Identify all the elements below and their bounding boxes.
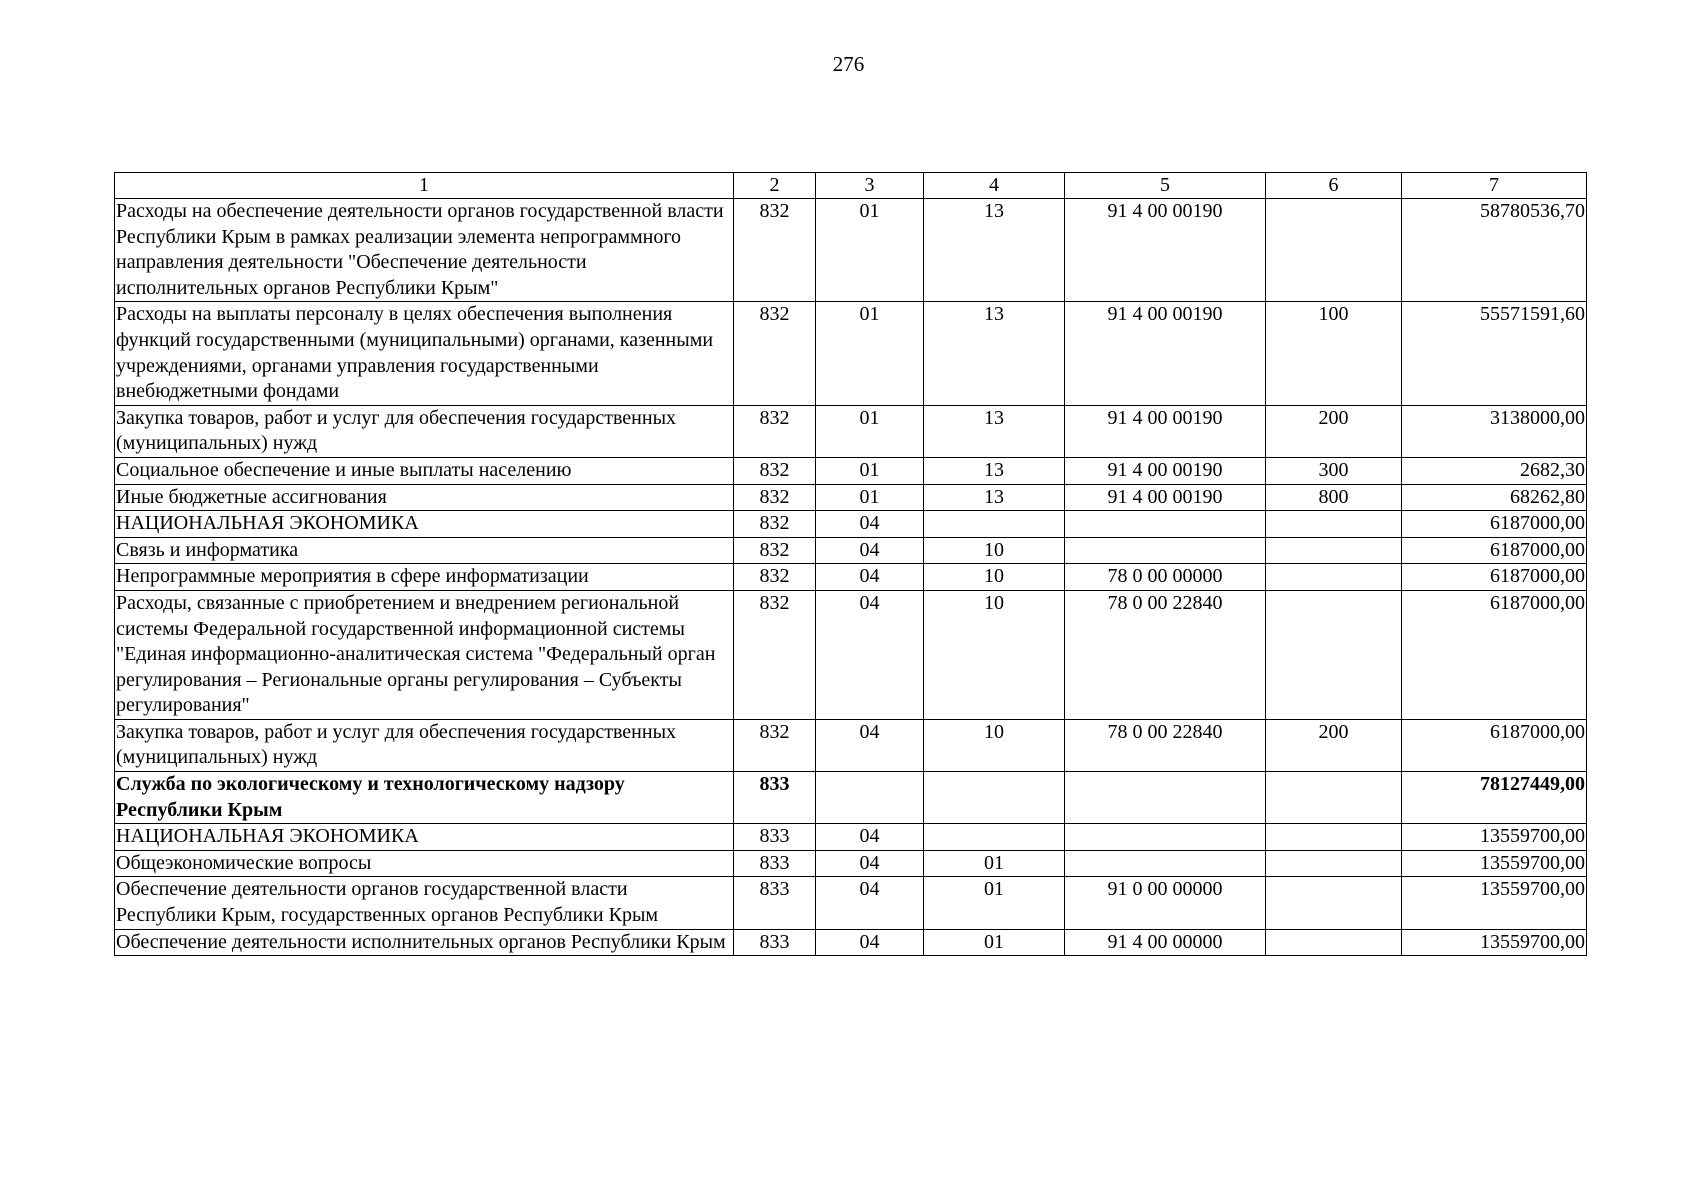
row-code-cell: 832	[734, 405, 816, 457]
row-subsection-cell	[924, 772, 1065, 824]
row-expense-type-cell	[1266, 929, 1402, 956]
row-target-article-cell: 78 0 00 00000	[1065, 564, 1266, 591]
row-name-cell: Расходы, связанные с приобретением и внедрением региональной системы Федеральной государственной информационной системы "Единая информационно-аналитическая система "Федеральный орган регулирования – Региональные органы регулирования – Субъекты регулирования"	[115, 590, 734, 719]
row-code-cell: 833	[734, 877, 816, 929]
table-row	[115, 590, 1587, 719]
row-section-cell: 01	[816, 405, 924, 457]
row-code-cell: 832	[734, 590, 816, 719]
row-expense-type-cell: 300	[1266, 457, 1402, 484]
row-expense-type-cell	[1266, 850, 1402, 877]
row-name-cell: НАЦИОНАЛЬНАЯ ЭКОНОМИКА	[115, 824, 734, 851]
row-amount-cell: 58780536,70	[1402, 199, 1587, 302]
budget-table	[114, 172, 1587, 956]
row-expense-type-cell	[1266, 537, 1402, 564]
column-header: 2	[734, 173, 816, 199]
column-header: 1	[115, 173, 734, 199]
row-subsection-cell: 13	[924, 457, 1065, 484]
row-expense-type-cell: 100	[1266, 302, 1402, 405]
table-row	[115, 199, 1587, 302]
row-expense-type-cell	[1266, 511, 1402, 538]
row-section-cell: 04	[816, 511, 924, 538]
row-code-cell: 832	[734, 719, 816, 771]
row-expense-type-cell	[1266, 199, 1402, 302]
column-header: 5	[1065, 173, 1266, 199]
row-expense-type-cell: 800	[1266, 484, 1402, 511]
table-row	[115, 511, 1587, 538]
row-subsection-cell: 13	[924, 405, 1065, 457]
row-amount-cell: 2682,30	[1402, 457, 1587, 484]
row-amount-cell: 6187000,00	[1402, 564, 1587, 591]
row-section-cell: 04	[816, 537, 924, 564]
row-target-article-cell: 91 4 00 00190	[1065, 457, 1266, 484]
row-name-cell: Связь и информатика	[115, 537, 734, 564]
row-target-article-cell	[1065, 824, 1266, 851]
column-header: 7	[1402, 173, 1587, 199]
row-target-article-cell: 91 0 00 00000	[1065, 877, 1266, 929]
table-header-row	[115, 173, 1587, 199]
row-subsection-cell: 13	[924, 199, 1065, 302]
row-amount-cell: 68262,80	[1402, 484, 1587, 511]
row-subsection-cell: 13	[924, 484, 1065, 511]
row-target-article-cell	[1065, 511, 1266, 538]
row-name-cell: Служба по экологическому и технологическому надзору Республики Крым	[115, 772, 734, 824]
row-name-cell: Общеэкономические вопросы	[115, 850, 734, 877]
row-code-cell: 833	[734, 850, 816, 877]
row-name-cell: Закупка товаров, работ и услуг для обеспечения государственных (муниципальных) нужд	[115, 405, 734, 457]
row-amount-cell: 6187000,00	[1402, 537, 1587, 564]
row-target-article-cell: 78 0 00 22840	[1065, 719, 1266, 771]
row-target-article-cell: 91 4 00 00190	[1065, 302, 1266, 405]
row-expense-type-cell: 200	[1266, 405, 1402, 457]
column-header: 3	[816, 173, 924, 199]
row-name-cell: Непрограммные мероприятия в сфере информатизации	[115, 564, 734, 591]
row-amount-cell: 13559700,00	[1402, 850, 1587, 877]
row-amount-cell: 6187000,00	[1402, 719, 1587, 771]
row-expense-type-cell	[1266, 772, 1402, 824]
row-expense-type-cell	[1266, 590, 1402, 719]
table-row	[115, 484, 1587, 511]
row-section-cell: 01	[816, 457, 924, 484]
row-expense-type-cell	[1266, 824, 1402, 851]
row-code-cell: 832	[734, 537, 816, 564]
row-section-cell	[816, 772, 924, 824]
row-code-cell: 832	[734, 199, 816, 302]
table-row	[115, 405, 1587, 457]
row-amount-cell: 13559700,00	[1402, 929, 1587, 956]
row-section-cell: 04	[816, 850, 924, 877]
row-amount-cell: 6187000,00	[1402, 511, 1587, 538]
row-amount-cell: 3138000,00	[1402, 405, 1587, 457]
row-amount-cell: 13559700,00	[1402, 877, 1587, 929]
column-header: 6	[1266, 173, 1402, 199]
row-code-cell: 832	[734, 484, 816, 511]
row-target-article-cell: 91 4 00 00000	[1065, 929, 1266, 956]
row-code-cell: 832	[734, 564, 816, 591]
table-row	[115, 850, 1587, 877]
table-row	[115, 457, 1587, 484]
row-expense-type-cell: 200	[1266, 719, 1402, 771]
table-row	[115, 719, 1587, 771]
row-name-cell: Обеспечение деятельности исполнительных органов Республики Крым	[115, 929, 734, 956]
row-subsection-cell: 10	[924, 537, 1065, 564]
row-amount-cell: 13559700,00	[1402, 824, 1587, 851]
row-subsection-cell	[924, 824, 1065, 851]
row-target-article-cell: 91 4 00 00190	[1065, 484, 1266, 511]
row-expense-type-cell	[1266, 564, 1402, 591]
table-row	[115, 772, 1587, 824]
row-subsection-cell: 10	[924, 564, 1065, 591]
row-name-cell: Иные бюджетные ассигнования	[115, 484, 734, 511]
row-section-cell: 01	[816, 302, 924, 405]
row-section-cell: 04	[816, 719, 924, 771]
row-target-article-cell	[1065, 772, 1266, 824]
row-subsection-cell: 01	[924, 877, 1065, 929]
row-subsection-cell	[924, 511, 1065, 538]
row-section-cell: 04	[816, 929, 924, 956]
row-subsection-cell: 10	[924, 590, 1065, 719]
row-name-cell: НАЦИОНАЛЬНАЯ ЭКОНОМИКА	[115, 511, 734, 538]
row-amount-cell: 78127449,00	[1402, 772, 1587, 824]
row-subsection-cell: 13	[924, 302, 1065, 405]
row-target-article-cell	[1065, 537, 1266, 564]
column-header: 4	[924, 173, 1065, 199]
table-row	[115, 537, 1587, 564]
table-row	[115, 824, 1587, 851]
row-amount-cell: 6187000,00	[1402, 590, 1587, 719]
row-target-article-cell: 91 4 00 00190	[1065, 199, 1266, 302]
row-code-cell: 833	[734, 772, 816, 824]
row-subsection-cell: 01	[924, 929, 1065, 956]
row-target-article-cell: 78 0 00 22840	[1065, 590, 1266, 719]
row-code-cell: 833	[734, 929, 816, 956]
row-name-cell: Закупка товаров, работ и услуг для обеспечения государственных (муниципальных) нужд	[115, 719, 734, 771]
row-code-cell: 832	[734, 511, 816, 538]
row-code-cell: 832	[734, 302, 816, 405]
table-row	[115, 564, 1587, 591]
table-body	[115, 199, 1587, 956]
table-row	[115, 929, 1587, 956]
row-name-cell: Социальное обеспечение и иные выплаты населению	[115, 457, 734, 484]
row-name-cell: Обеспечение деятельности органов государственной власти Республики Крым, государственных органов Республики Крым	[115, 877, 734, 929]
row-name-cell: Расходы на выплаты персоналу в целях обеспечения выполнения функций государственными (муниципальными) органами, казенными учреждениями, органами управления государственными внебюджетными фондами	[115, 302, 734, 405]
row-section-cell: 04	[816, 877, 924, 929]
row-amount-cell: 55571591,60	[1402, 302, 1587, 405]
row-subsection-cell: 10	[924, 719, 1065, 771]
row-section-cell: 01	[816, 484, 924, 511]
row-section-cell: 04	[816, 590, 924, 719]
row-expense-type-cell	[1266, 877, 1402, 929]
table-row	[115, 877, 1587, 929]
row-name-cell: Расходы на обеспечение деятельности органов государственной власти Республики Крым в рамках реализации элемента непрограммного направления деятельности "Обеспечение деятельности исполнительных органов Республики Крым"	[115, 199, 734, 302]
row-target-article-cell: 91 4 00 00190	[1065, 405, 1266, 457]
page-number: 276	[832, 52, 865, 76]
table-row	[115, 302, 1587, 405]
row-code-cell: 832	[734, 457, 816, 484]
row-subsection-cell: 01	[924, 850, 1065, 877]
row-section-cell: 04	[816, 564, 924, 591]
row-code-cell: 833	[734, 824, 816, 851]
row-section-cell: 04	[816, 824, 924, 851]
row-target-article-cell	[1065, 850, 1266, 877]
row-section-cell: 01	[816, 199, 924, 302]
